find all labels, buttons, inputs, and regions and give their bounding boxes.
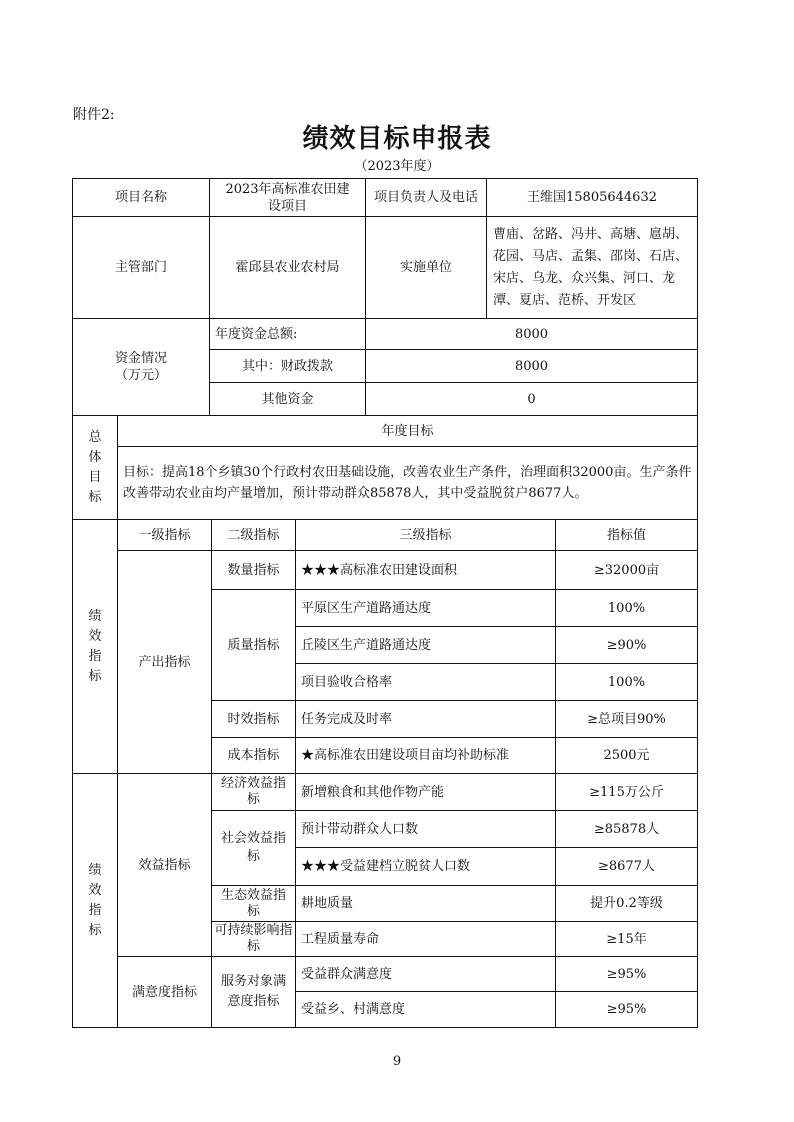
level2-timeliness: 时效指标 (227, 711, 280, 727)
indicator-value: ≥总项目90% (587, 711, 666, 727)
col-header-level1: 一级指标 (138, 527, 191, 543)
performance-label-char: 绩 (88, 608, 102, 624)
performance-label-benefit (73, 774, 117, 1027)
funds-unit: （万元） (114, 368, 167, 383)
overall-label (73, 416, 117, 519)
performance-label-char: 标 (88, 922, 102, 938)
indicator-value: ≥95% (606, 966, 647, 982)
indicator-value: ≥15年 (606, 931, 647, 947)
performance-label-char: 效 (88, 882, 102, 898)
performance-label-output (73, 520, 117, 773)
overall-label-char: 目 (88, 469, 102, 485)
leader-label: 项目负责人及电话 (373, 190, 478, 205)
indicator-value: ≥95% (606, 1002, 647, 1017)
impl-label: 实施单位 (399, 260, 452, 275)
project-name-label: 项目名称 (114, 190, 167, 205)
indicator-value: ≥115万公斤 (589, 784, 664, 800)
level2-quality: 质量指标 (227, 637, 280, 653)
indicator-name: 预计带动群众人口数 (301, 821, 419, 837)
indicator-name: 新增粮食和其他作物产能 (301, 784, 445, 800)
funds-total-value: 8000 (514, 326, 549, 342)
indicator-name: 工程质量寿命 (301, 931, 380, 947)
col-header-value: 指标值 (606, 527, 646, 543)
funds-total-label: 年度资金总额: (215, 326, 298, 342)
indicator-name: 丘陵区生产道路通达度 (301, 637, 432, 653)
level1-benefit: 效益指标 (138, 857, 191, 873)
dept-label: 主管部门 (114, 260, 167, 275)
funds-other-label: 其他资金 (261, 391, 314, 407)
year-label: （2023年度） (354, 159, 440, 174)
dept-value: 霍邱县农业农村局 (235, 260, 340, 275)
performance-label-char: 标 (88, 668, 102, 684)
funds-fiscal-label: 其中：财政拨款 (241, 358, 333, 374)
page-number: 9 (392, 1054, 402, 1069)
leader-value: 王维国15805644632 (527, 190, 657, 205)
level2-service: 服务对象满意度指标 (220, 974, 286, 1009)
impl-value: 曹庙、岔路、冯井、高塘、扈胡、花园、马店、孟集、邵岗、石店、宋店、乌龙、众兴集、河口、龙潭、夏店、范桥、开发区 (493, 226, 689, 308)
funds-other-value: 0 (527, 391, 536, 407)
performance-label-char: 绩 (88, 862, 102, 878)
indicator-value: 100% (607, 674, 646, 690)
funds-label-text: 资金情况 (114, 351, 167, 366)
indicator-name: ★★★受益建档立脱贫人口数 (301, 859, 471, 874)
page-title: 绩效目标申报表 (302, 124, 492, 154)
funds-label (73, 319, 209, 415)
level2-quantity: 数量指标 (227, 562, 280, 578)
indicator-value: ≥85878人 (593, 821, 660, 837)
indicator-name: 受益乡、村满意度 (301, 1002, 406, 1017)
performance-label-char: 指 (88, 648, 102, 664)
level1-output: 产出指标 (138, 654, 191, 670)
indicator-value: 2500元 (603, 748, 650, 763)
attachment-label: 附件2: (73, 107, 115, 123)
indicator-value: 提升0.2等级 (590, 896, 663, 911)
indicator-name: ★★★高标准农田建设面积 (301, 562, 458, 578)
level2-economic: 经济效益指标 (220, 776, 286, 807)
indicator-value: ≥8677人 (598, 859, 655, 874)
indicator-name: 项目验收合格率 (301, 674, 393, 690)
overall-label-char: 体 (88, 449, 102, 465)
col-header-level3: 三级指标 (399, 527, 452, 543)
overall-label-char: 总 (88, 429, 102, 445)
indicator-value: ≥32000亩 (593, 562, 660, 578)
performance-label-char: 指 (88, 902, 102, 918)
overall-label-char: 标 (88, 489, 102, 505)
funds-fiscal-value: 8000 (514, 358, 549, 374)
level1-satisfaction: 满意度指标 (131, 984, 197, 1000)
col-header-level2: 二级指标 (227, 527, 280, 543)
level2-social: 社会效益指标 (220, 831, 286, 864)
indicator-name: 受益群众满意度 (301, 966, 393, 982)
overall-header: 年度目标 (381, 423, 434, 439)
indicator-value: ≥90% (606, 637, 647, 653)
indicator-name: ★高标准农田建设项目亩均补助标准 (301, 748, 510, 763)
indicator-name: 平原区生产道路通达度 (301, 600, 432, 616)
level2-sustainable: 可持续影响指标 (214, 923, 293, 954)
level2-cost: 成本指标 (227, 748, 280, 763)
performance-label-char: 效 (88, 628, 102, 644)
project-name-value: 2023年高标准农田建设项目 (225, 181, 350, 214)
indicator-value: 100% (607, 600, 646, 616)
level2-ecological: 生态效益指标 (220, 887, 286, 919)
indicator-name: 任务完成及时率 (301, 711, 393, 727)
overall-text: 目标：提高18个乡镇30个行政村农田基础设施，改善农业生产条件，治理面积32000亩。生产条件改善带动农业亩均产量增加，预计带动群众85878人，其中受益脱贫户8677人。 (123, 465, 692, 501)
indicator-name: 耕地质量 (301, 896, 354, 911)
